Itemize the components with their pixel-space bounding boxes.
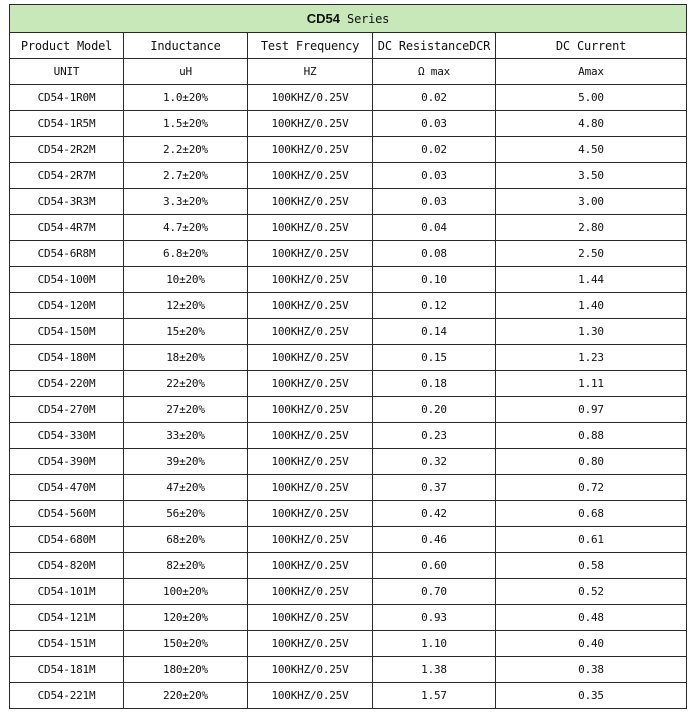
cell-product-model: CD54-4R7M [10, 215, 124, 241]
cell-inductance: 1.0±20% [124, 85, 248, 111]
inductor-spec-table [9, 4, 687, 709]
cell-test-frequency: 100KHZ/0.25V [248, 683, 373, 709]
series-name: CD54 [306, 11, 341, 26]
table-row [10, 501, 687, 527]
cell-test-frequency: 100KHZ/0.25V [248, 579, 373, 605]
cell-dc-resistance: 0.32 [373, 449, 496, 475]
cell-product-model: CD54-390M [10, 449, 124, 475]
cell-dc-current: 0.68 [496, 501, 687, 527]
cell-dc-resistance: 0.37 [373, 475, 496, 501]
table-row [10, 423, 687, 449]
cell-dc-resistance: 0.10 [373, 267, 496, 293]
cell-product-model: CD54-180M [10, 345, 124, 371]
spec-sheet [9, 4, 686, 709]
cell-inductance: 12±20% [124, 293, 248, 319]
cell-inductance: 10±20% [124, 267, 248, 293]
cell-dc-resistance: 0.20 [373, 397, 496, 423]
cell-inductance: 56±20% [124, 501, 248, 527]
cell-product-model: CD54-101M [10, 579, 124, 605]
cell-dc-current: 0.38 [496, 657, 687, 683]
cell-product-model: CD54-100M [10, 267, 124, 293]
cell-inductance: 180±20% [124, 657, 248, 683]
table-row [10, 371, 687, 397]
cell-dc-resistance: 0.23 [373, 423, 496, 449]
table-row [10, 605, 687, 631]
unit-inductance: uH [124, 59, 248, 85]
cell-dc-resistance: 0.03 [373, 163, 496, 189]
table-row [10, 683, 687, 709]
cell-test-frequency: 100KHZ/0.25V [248, 267, 373, 293]
cell-test-frequency: 100KHZ/0.25V [248, 189, 373, 215]
table-row [10, 137, 687, 163]
cell-dc-current: 5.00 [496, 85, 687, 111]
cell-dc-current: 1.23 [496, 345, 687, 371]
unit-test-frequency: HZ [248, 59, 373, 85]
cell-test-frequency: 100KHZ/0.25V [248, 241, 373, 267]
cell-inductance: 68±20% [124, 527, 248, 553]
cell-dc-current: 0.88 [496, 423, 687, 449]
cell-product-model: CD54-181M [10, 657, 124, 683]
table-title [10, 5, 687, 33]
cell-inductance: 100±20% [124, 579, 248, 605]
cell-product-model: CD54-151M [10, 631, 124, 657]
cell-dc-current: 0.72 [496, 475, 687, 501]
table-row [10, 293, 687, 319]
table-row [10, 319, 687, 345]
cell-inductance: 120±20% [124, 605, 248, 631]
cell-test-frequency: 100KHZ/0.25V [248, 85, 373, 111]
cell-dc-resistance: 0.12 [373, 293, 496, 319]
cell-product-model: CD54-6R8M [10, 241, 124, 267]
cell-product-model: CD54-820M [10, 553, 124, 579]
cell-dc-current: 1.11 [496, 371, 687, 397]
cell-test-frequency: 100KHZ/0.25V [248, 137, 373, 163]
cell-dc-resistance: 0.70 [373, 579, 496, 605]
cell-dc-current: 4.80 [496, 111, 687, 137]
unit-row [10, 59, 687, 85]
cell-test-frequency: 100KHZ/0.25V [248, 215, 373, 241]
cell-dc-current: 0.48 [496, 605, 687, 631]
cell-dc-current: 0.35 [496, 683, 687, 709]
cell-dc-resistance: 0.02 [373, 137, 496, 163]
cell-inductance: 47±20% [124, 475, 248, 501]
cell-test-frequency: 100KHZ/0.25V [248, 449, 373, 475]
cell-test-frequency: 100KHZ/0.25V [248, 423, 373, 449]
series-suffix: Series [340, 12, 390, 26]
cell-test-frequency: 100KHZ/0.25V [248, 293, 373, 319]
cell-inductance: 33±20% [124, 423, 248, 449]
cell-inductance: 27±20% [124, 397, 248, 423]
table-row [10, 631, 687, 657]
cell-dc-current: 1.30 [496, 319, 687, 345]
cell-product-model: CD54-150M [10, 319, 124, 345]
cell-dc-current: 1.44 [496, 267, 687, 293]
table-row [10, 475, 687, 501]
cell-product-model: CD54-3R3M [10, 189, 124, 215]
cell-inductance: 150±20% [124, 631, 248, 657]
cell-product-model: CD54-2R7M [10, 163, 124, 189]
cell-product-model: CD54-2R2M [10, 137, 124, 163]
header-inductance: Inductance [124, 33, 248, 59]
table-row [10, 241, 687, 267]
table-row [10, 449, 687, 475]
cell-product-model: CD54-1R0M [10, 85, 124, 111]
cell-test-frequency: 100KHZ/0.25V [248, 163, 373, 189]
cell-dc-current: 3.50 [496, 163, 687, 189]
cell-dc-resistance: 0.14 [373, 319, 496, 345]
cell-product-model: CD54-120M [10, 293, 124, 319]
cell-inductance: 82±20% [124, 553, 248, 579]
cell-test-frequency: 100KHZ/0.25V [248, 501, 373, 527]
header-product-model: Product Model [10, 33, 124, 59]
table-row [10, 579, 687, 605]
cell-inductance: 15±20% [124, 319, 248, 345]
cell-product-model: CD54-270M [10, 397, 124, 423]
cell-dc-resistance: 0.18 [373, 371, 496, 397]
cell-dc-current: 0.40 [496, 631, 687, 657]
cell-inductance: 1.5±20% [124, 111, 248, 137]
cell-product-model: CD54-1R5M [10, 111, 124, 137]
cell-dc-resistance: 1.57 [373, 683, 496, 709]
cell-product-model: CD54-560M [10, 501, 124, 527]
cell-dc-current: 1.40 [496, 293, 687, 319]
cell-test-frequency: 100KHZ/0.25V [248, 631, 373, 657]
table-row [10, 85, 687, 111]
cell-inductance: 39±20% [124, 449, 248, 475]
cell-dc-resistance: 1.10 [373, 631, 496, 657]
cell-product-model: CD54-470M [10, 475, 124, 501]
table-row [10, 163, 687, 189]
cell-inductance: 18±20% [124, 345, 248, 371]
unit-product-model: UNIT [10, 59, 124, 85]
table-row [10, 657, 687, 683]
cell-test-frequency: 100KHZ/0.25V [248, 345, 373, 371]
cell-product-model: CD54-330M [10, 423, 124, 449]
cell-inductance: 220±20% [124, 683, 248, 709]
cell-inductance: 22±20% [124, 371, 248, 397]
header-dc-current: DC Current [496, 33, 687, 59]
cell-dc-current: 0.97 [496, 397, 687, 423]
table-row [10, 189, 687, 215]
table-row [10, 553, 687, 579]
header-dc-resistance: DC ResistanceDCR [373, 33, 496, 59]
cell-dc-resistance: 0.02 [373, 85, 496, 111]
cell-inductance: 2.2±20% [124, 137, 248, 163]
unit-dc-current: Amax [496, 59, 687, 85]
table-row [10, 267, 687, 293]
cell-test-frequency: 100KHZ/0.25V [248, 605, 373, 631]
cell-product-model: CD54-121M [10, 605, 124, 631]
cell-test-frequency: 100KHZ/0.25V [248, 319, 373, 345]
cell-test-frequency: 100KHZ/0.25V [248, 553, 373, 579]
table-row [10, 215, 687, 241]
cell-dc-current: 0.52 [496, 579, 687, 605]
cell-inductance: 2.7±20% [124, 163, 248, 189]
cell-dc-current: 2.50 [496, 241, 687, 267]
cell-dc-current: 0.80 [496, 449, 687, 475]
unit-dc-resistance: Ω max [373, 59, 496, 85]
cell-inductance: 6.8±20% [124, 241, 248, 267]
cell-dc-current: 3.00 [496, 189, 687, 215]
cell-dc-resistance: 0.46 [373, 527, 496, 553]
cell-test-frequency: 100KHZ/0.25V [248, 475, 373, 501]
cell-product-model: CD54-221M [10, 683, 124, 709]
cell-dc-resistance: 0.04 [373, 215, 496, 241]
cell-inductance: 4.7±20% [124, 215, 248, 241]
table-row [10, 345, 687, 371]
cell-test-frequency: 100KHZ/0.25V [248, 527, 373, 553]
title-row [10, 5, 687, 33]
cell-dc-resistance: 0.08 [373, 241, 496, 267]
cell-dc-current: 2.80 [496, 215, 687, 241]
cell-dc-resistance: 0.60 [373, 553, 496, 579]
header-row [10, 33, 687, 59]
cell-product-model: CD54-680M [10, 527, 124, 553]
cell-dc-current: 0.58 [496, 553, 687, 579]
cell-dc-resistance: 0.93 [373, 605, 496, 631]
cell-dc-resistance: 1.38 [373, 657, 496, 683]
cell-dc-resistance: 0.03 [373, 111, 496, 137]
cell-test-frequency: 100KHZ/0.25V [248, 371, 373, 397]
cell-test-frequency: 100KHZ/0.25V [248, 111, 373, 137]
cell-dc-current: 0.61 [496, 527, 687, 553]
table-row [10, 527, 687, 553]
table-row [10, 111, 687, 137]
table-row [10, 397, 687, 423]
cell-dc-current: 4.50 [496, 137, 687, 163]
cell-test-frequency: 100KHZ/0.25V [248, 657, 373, 683]
cell-dc-resistance: 0.42 [373, 501, 496, 527]
cell-product-model: CD54-220M [10, 371, 124, 397]
cell-dc-resistance: 0.03 [373, 189, 496, 215]
cell-inductance: 3.3±20% [124, 189, 248, 215]
header-test-frequency: Test Frequency [248, 33, 373, 59]
cell-dc-resistance: 0.15 [373, 345, 496, 371]
cell-test-frequency: 100KHZ/0.25V [248, 397, 373, 423]
